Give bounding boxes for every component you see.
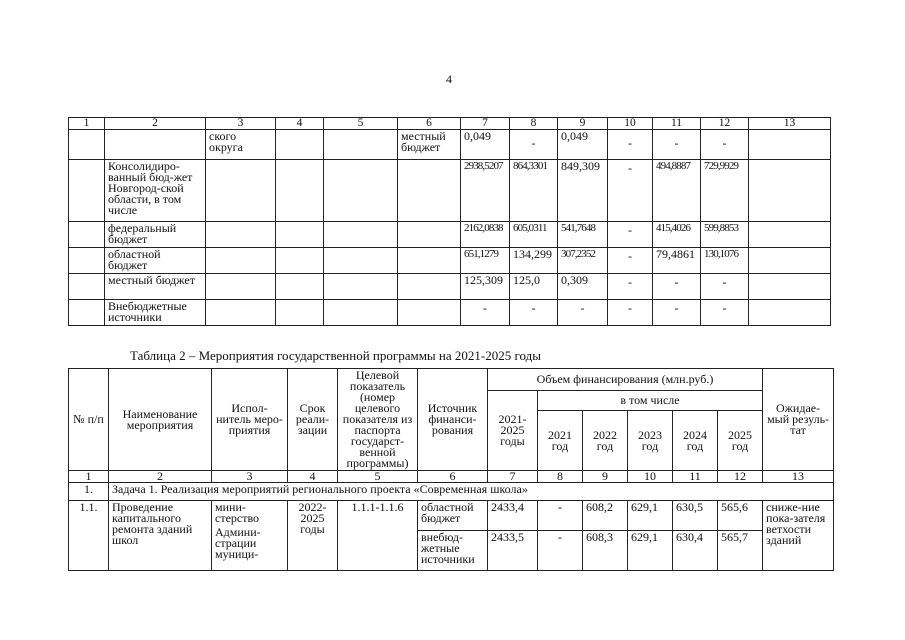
- value-cell: -: [461, 300, 510, 326]
- col-header-name: Наименование мероприятия: [109, 369, 212, 471]
- table-row: [69, 130, 831, 160]
- expected-result: сниже-ние пока-зателя ветхости зданий: [763, 501, 834, 571]
- task-title: Задача 1. Реализация мероприятий регионального проекта «Современная школа»: [109, 483, 834, 501]
- table-cell: [69, 274, 105, 300]
- column-number: 8: [510, 118, 558, 130]
- table-caption: Таблица 2 – Мероприятия государственной программы на 2021-2025 годы: [130, 348, 541, 363]
- col-header-result: Ожидае-мый резуль-тат: [763, 369, 834, 471]
- table-cell: [276, 130, 324, 160]
- task-row: [69, 483, 834, 501]
- column-number: 4: [276, 118, 324, 130]
- col-header-target: Целевой показатель (номер целевого показателя из паспорта государст-венной программы): [338, 369, 418, 471]
- budget-name: местный бюджет: [105, 274, 206, 300]
- value-cell: 565,6: [718, 501, 763, 531]
- value-cell: -: [608, 300, 653, 326]
- value-cell: 608,3: [583, 531, 628, 571]
- column-number: 10: [628, 471, 673, 483]
- funding-source: [398, 160, 461, 222]
- value-cell: -: [701, 274, 749, 300]
- value-cell: 608,2: [583, 501, 628, 531]
- table-cell: [206, 248, 276, 274]
- value-cell: 849,309: [558, 160, 608, 222]
- column-number: 13: [763, 471, 834, 483]
- value-cell: 0,049: [461, 130, 510, 160]
- table-row: [69, 248, 831, 274]
- value-cell: -: [558, 300, 608, 326]
- table-cell: [206, 222, 276, 248]
- col-header-executor: Испол-нитель меро-приятия: [212, 369, 288, 471]
- column-number: 2: [105, 118, 206, 130]
- table-cell: [69, 130, 105, 160]
- budget-table: [68, 117, 831, 326]
- table-cell: [69, 222, 105, 248]
- value-cell: 565,7: [718, 531, 763, 571]
- column-number: 3: [206, 118, 276, 130]
- column-number: 12: [718, 471, 763, 483]
- col-header-year: 2022 год: [583, 411, 628, 471]
- column-number: 12: [701, 118, 749, 130]
- value-cell: -: [608, 160, 653, 222]
- table-row: [69, 160, 831, 222]
- col-header-num: № п/п: [69, 369, 109, 471]
- column-number-row: [69, 471, 834, 483]
- value-cell: -: [510, 130, 558, 160]
- funding-source: [398, 248, 461, 274]
- table-row: [69, 274, 831, 300]
- value-cell: 2938,5207: [461, 160, 510, 222]
- column-number: 11: [653, 118, 701, 130]
- table-cell: [749, 300, 831, 326]
- activity-name: Проведение капитального ремонта зданий школ: [109, 501, 212, 571]
- table-cell: [324, 274, 398, 300]
- table-row: [69, 300, 831, 326]
- target-indicator: 1.1.1-1.1.6: [338, 501, 418, 571]
- table-cell: [206, 300, 276, 326]
- table-cell: [324, 300, 398, 326]
- table-cell: [749, 222, 831, 248]
- table-header-row: [69, 118, 831, 130]
- value-cell: -: [608, 222, 653, 248]
- value-cell: 125,0: [510, 274, 558, 300]
- col-header-term: Срок реали-зации: [288, 369, 338, 471]
- table-row: [69, 222, 831, 248]
- table-cell: [324, 222, 398, 248]
- value-cell: 599,8853: [701, 222, 749, 248]
- value-cell: -: [653, 300, 701, 326]
- table-cell: [276, 274, 324, 300]
- column-number: 6: [398, 118, 461, 130]
- col-header-year: 2024 год: [673, 411, 718, 471]
- value-cell: -: [608, 248, 653, 274]
- table-cell: [276, 300, 324, 326]
- value-cell: -: [653, 130, 701, 160]
- table-cell: [206, 274, 276, 300]
- value-cell: 605,0311: [510, 222, 558, 248]
- col-header-year: 2021 год: [538, 411, 583, 471]
- value-cell: -: [510, 300, 558, 326]
- column-number: 11: [673, 471, 718, 483]
- value-cell: 494,8887: [653, 160, 701, 222]
- column-number: 13: [749, 118, 831, 130]
- value-cell: 2433,5: [488, 531, 538, 571]
- column-number: 9: [583, 471, 628, 483]
- value-cell: -: [608, 130, 653, 160]
- funding-source: областной бюджет: [418, 501, 488, 531]
- table-cell: [276, 160, 324, 222]
- table-row: [69, 501, 834, 531]
- value-cell: 630,5: [673, 501, 718, 531]
- column-number: 7: [488, 471, 538, 483]
- value-cell: 125,309: [461, 274, 510, 300]
- table-cell: [324, 130, 398, 160]
- value-cell: 630,4: [673, 531, 718, 571]
- table-cell: [276, 248, 324, 274]
- funding-source: [398, 300, 461, 326]
- col-header-source: Источник финанси-рования: [418, 369, 488, 471]
- executor-line: Админи-страции муници-: [215, 525, 261, 561]
- table-cell: [749, 274, 831, 300]
- col-header-including: в том числе: [538, 391, 763, 411]
- value-cell: 541,7648: [558, 222, 608, 248]
- value-cell: 415,4026: [653, 222, 701, 248]
- term: 2022-2025 годы: [288, 501, 338, 571]
- funding-source: внебюд-жетные источники: [418, 531, 488, 571]
- value-cell: 729,9929: [701, 160, 749, 222]
- value-cell: 79,4861: [653, 248, 701, 274]
- budget-name: Внебюджетные источники: [105, 300, 206, 326]
- executor: [212, 501, 288, 571]
- funding-source: [398, 222, 461, 248]
- page-number: 4: [446, 72, 452, 86]
- col-header-funding: Объем финансирования (млн.руб.): [488, 369, 763, 391]
- table-cell: [276, 222, 324, 248]
- table-cell: ского округа: [206, 130, 276, 160]
- value-cell: -: [538, 501, 583, 531]
- value-cell: 0,049: [558, 130, 608, 160]
- column-number: 7: [461, 118, 510, 130]
- row-number: 1.1.: [69, 501, 109, 571]
- column-number: 4: [288, 471, 338, 483]
- budget-name: [105, 130, 206, 160]
- value-cell: 2162,0838: [461, 222, 510, 248]
- value-cell: 130,1076: [701, 248, 749, 274]
- value-cell: 629,1: [628, 531, 673, 571]
- value-cell: 864,3301: [510, 160, 558, 222]
- column-number: 1: [69, 118, 105, 130]
- column-number: 2: [109, 471, 212, 483]
- value-cell: 0,309: [558, 274, 608, 300]
- column-number: 1: [69, 471, 109, 483]
- col-header-total: 2021-2025 годы: [488, 391, 538, 471]
- budget-name: федеральный бюджет: [105, 222, 206, 248]
- task-number: 1.: [69, 483, 109, 501]
- value-cell: -: [701, 130, 749, 160]
- table-cell: [749, 130, 831, 160]
- funding-source: местный бюджет: [398, 130, 461, 160]
- table-cell: [69, 248, 105, 274]
- column-number: 5: [338, 471, 418, 483]
- column-number: 10: [608, 118, 653, 130]
- budget-name: областной бюджет: [105, 248, 206, 274]
- value-cell: -: [653, 274, 701, 300]
- value-cell: -: [701, 300, 749, 326]
- column-number: 5: [324, 118, 398, 130]
- funding-source: [398, 274, 461, 300]
- executor-line: мини-стерство: [215, 500, 260, 525]
- table-cell: [324, 160, 398, 222]
- table-cell: [749, 248, 831, 274]
- value-cell: 2433,4: [488, 501, 538, 531]
- value-cell: -: [608, 274, 653, 300]
- table-cell: [206, 160, 276, 222]
- table-cell: [69, 300, 105, 326]
- value-cell: 651,1279: [461, 248, 510, 274]
- program-activities-table: [68, 368, 834, 571]
- value-cell: 307,2352: [558, 248, 608, 274]
- table-cell: [69, 160, 105, 222]
- table-cell: [324, 248, 398, 274]
- column-number: 8: [538, 471, 583, 483]
- value-cell: -: [538, 531, 583, 571]
- column-number: 3: [212, 471, 288, 483]
- col-header-year: 2025 год: [718, 411, 763, 471]
- column-number: 9: [558, 118, 608, 130]
- value-cell: 629,1: [628, 501, 673, 531]
- table-cell: [749, 160, 831, 222]
- budget-name: Консолидиро-ванный бюд-жет Новгород-ской области, в том числе: [105, 160, 206, 222]
- col-header-year: 2023 год: [628, 411, 673, 471]
- column-number: 6: [418, 471, 488, 483]
- value-cell: 134,299: [510, 248, 558, 274]
